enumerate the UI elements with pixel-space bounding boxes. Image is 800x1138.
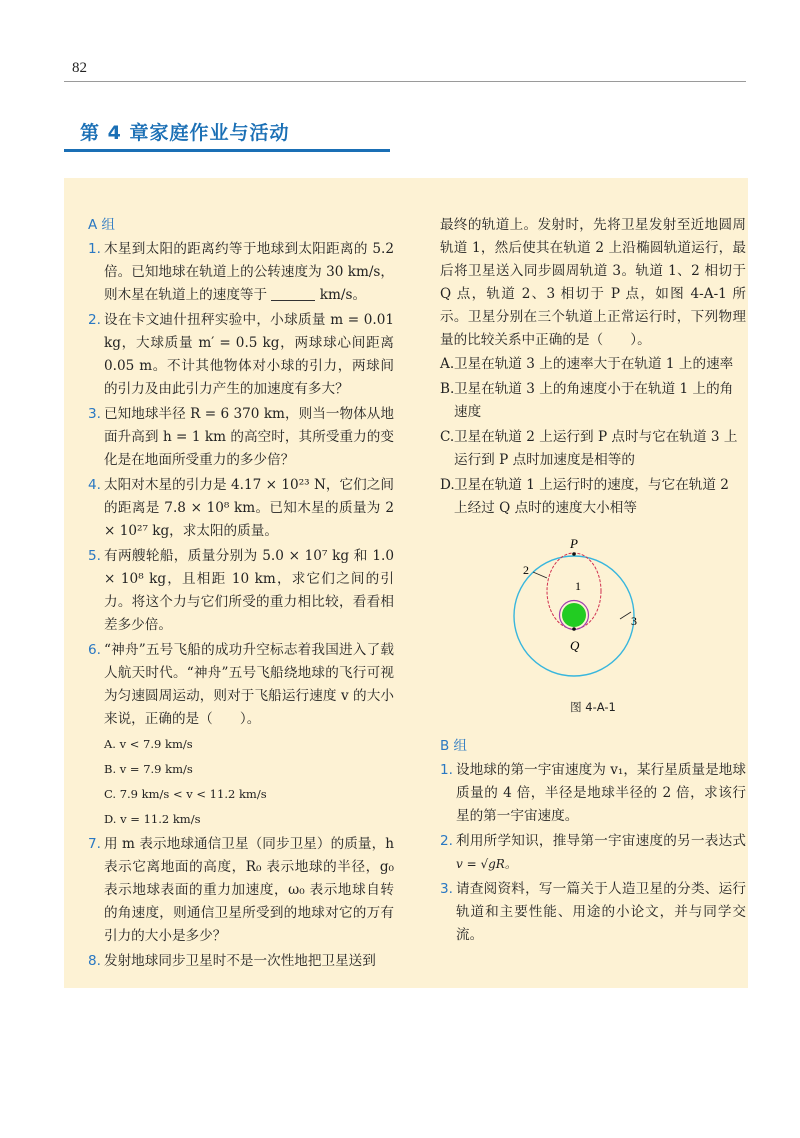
question-text: 木星到太阳的距离约等于地球到太阳距离的 5.2 倍。已知地球在轨道上的公转速度为 30 km/s，则木星在轨道上的速度等于 (104, 241, 394, 303)
question-number: 3. (88, 406, 101, 422)
label-1: 1 (575, 579, 581, 593)
answer-blank (271, 286, 315, 301)
group-b-heading: B 组 (440, 738, 468, 754)
earth (562, 603, 586, 627)
chapter-title: 第 4 章家庭作业与活动 (80, 122, 290, 144)
question-text: 太阳对木星的引力是 4.17 × 10²³ N，它们之间的距离是 7.8 × 10⁸ km。已知木星的质量为 2 × 10²⁷ kg，求太阳的质量。 (104, 477, 394, 539)
orbit-diagram (440, 526, 746, 696)
option-text: 卫星在轨道 2 上运行到 P 点时与它在轨道 3 上运行到 P 点时加速度是相等的 (454, 429, 738, 468)
question-number: 3. (440, 881, 453, 897)
question-text: 有两艘轮船，质量分别为 5.0 × 10⁷ kg 和 1.0 × 10⁸ kg，且相距 10 km，求它们之间的引力。将这个力与它们所受的重力相比较，看看相差多少倍。 (104, 548, 394, 633)
option-letter: D. (440, 477, 455, 493)
question-number: 4. (88, 477, 101, 493)
option-a (440, 353, 746, 376)
question-b3 (440, 878, 746, 947)
question-5 (88, 545, 394, 637)
label-3: 3 (631, 614, 637, 628)
orbit-figure (440, 526, 746, 696)
question-number: 5. (88, 548, 101, 564)
question-number: 6. (88, 642, 101, 658)
question-text: 设在卡文迪什扭秤实验中，小球质量 m = 0.01 kg，大球质量 m′ = 0.5 kg，两球球心间距离 0.05 m。不计其他物体对小球的引力，两球间的引力及由此引力产生的加速度有多大？ (104, 312, 394, 397)
option-c: C. 7.9 km/s < v < 11.2 km/s (104, 787, 267, 801)
question-text: 发射地球同步卫星时不是一次性地把卫星送到 (104, 953, 376, 969)
option-text: 卫星在轨道 3 上的角速度小于在轨道 1 上的角速度 (454, 381, 734, 420)
question-text: 利用所学知识，推导第一宇宙速度的另一表达式 (456, 833, 746, 849)
option-d (440, 474, 746, 520)
question-6 (88, 639, 394, 731)
option-text: 卫星在轨道 1 上运行时的速度，与它在轨道 2 上经过 Q 点时的速度大小相等 (454, 477, 729, 516)
label-3-leader (620, 612, 631, 619)
question-8-continued: 最终的轨道上。发射时，先将卫星发射至近地圆周轨道 1，然后使其在轨道 2 上沿椭圆轨道运行，最后将卫星送入同步圆周轨道 3。轨道 1、2 相切于 Q 点，轨道 2、3 相切于 P 点，如图 4-A-1 所示。卫星分别在三个轨道上正常运行时，下列物理量的比较关系中正确的是（ ）。 (440, 217, 746, 348)
option-text: 卫星在轨道 3 上的速率大于在轨道 1 上的速率 (454, 356, 734, 372)
point-q (572, 627, 576, 631)
header-divider (64, 81, 746, 82)
question-3 (88, 403, 394, 472)
right-column (440, 214, 746, 949)
page-number: 82 (72, 60, 87, 76)
point-p (572, 552, 576, 556)
question-text: 请查阅资料，写一篇关于人造卫星的分类、运行轨道和主要性能、用途的小论文，并与同学交流。 (456, 881, 746, 943)
question-number: 2. (440, 833, 453, 849)
question-text-end: km/s。 (319, 287, 367, 303)
question-1 (88, 238, 394, 307)
label-q: Q (570, 638, 580, 653)
chapter-title-underline (64, 149, 390, 152)
question-number: 1. (88, 241, 101, 257)
left-column (88, 214, 394, 975)
question-text: 设地球的第一宇宙速度为 v₁，某行星质量是地球质量的 4 倍，半径是地球半径的 2 倍，求该行星的第一宇宙速度。 (456, 762, 746, 824)
question-2 (88, 309, 394, 401)
label-2-leader (533, 572, 547, 578)
question-text: 用 m 表示地球通信卫星（同步卫星）的质量，h 表示它离地面的高度，R₀ 表示地球的半径，g₀ 表示地球表面的重力加速度，ω₀ 表示地球自转的角速度，则通信卫星所受到的地球对它的万有引力的大小是多少？ (104, 836, 394, 944)
option-b (440, 378, 746, 424)
question-b2 (440, 830, 746, 876)
figure-caption: 图 4-A-1 (570, 700, 616, 714)
question-number: 1. (440, 762, 453, 778)
question-text: “神舟”五号飞船的成功升空标志着我国进入了载人航天时代。“神舟”五号飞船绕地球的飞行可视为匀速圆周运动，则对于飞船运行速度 v 的大小来说，正确的是（ ）。 (104, 642, 394, 727)
option-letter: A. (440, 356, 455, 372)
question-4 (88, 474, 394, 543)
question-number: 7. (88, 836, 101, 852)
question-8 (88, 950, 394, 973)
group-a-heading: A 组 (88, 217, 116, 233)
option-a: A. v < 7.9 km/s (104, 737, 193, 751)
label-p: P (570, 536, 578, 551)
question-number: 8. (88, 953, 101, 969)
question-text: 已知地球半径 R = 6 370 km，则当一物体从地面升高到 h = 1 km 的高空时，其所受重力的变化是在地面所受重力的多少倍？ (104, 406, 394, 468)
question-7 (88, 833, 394, 948)
option-c (440, 426, 746, 472)
option-letter: B. (440, 381, 455, 397)
question-b1 (440, 759, 746, 828)
label-2: 2 (523, 563, 529, 577)
option-d: D. v = 11.2 km/s (104, 812, 201, 826)
option-letter: C. (440, 429, 455, 445)
question-number: 2. (88, 312, 101, 328)
formula: v = √gR。 (456, 857, 517, 871)
option-b: B. v = 7.9 km/s (104, 762, 193, 776)
